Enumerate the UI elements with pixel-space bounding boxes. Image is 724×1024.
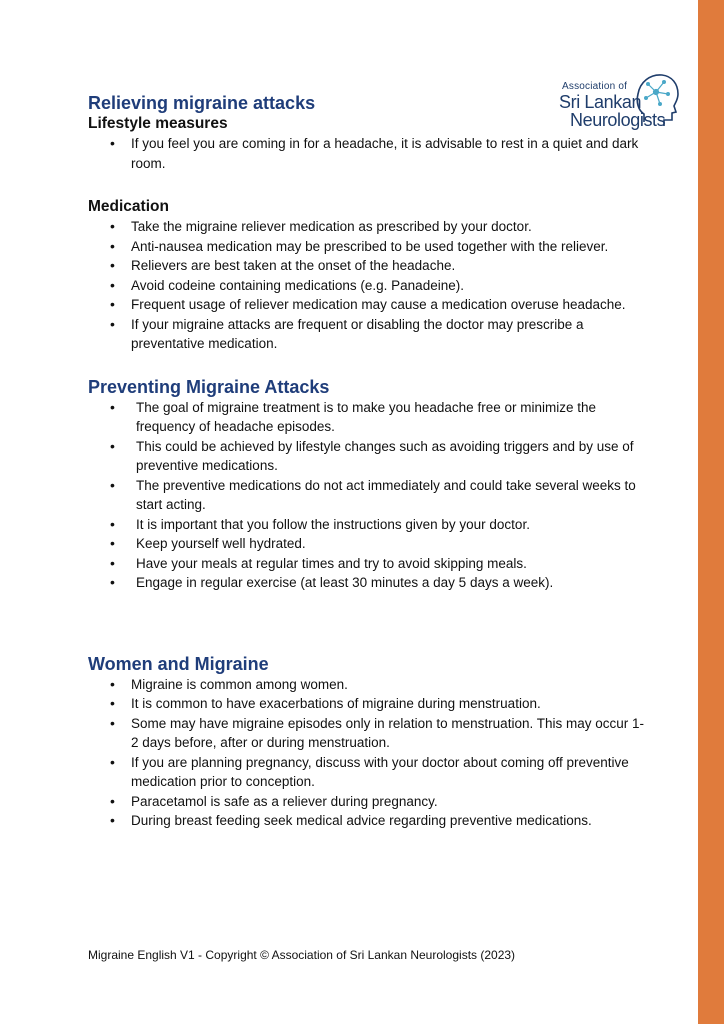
list-item: • This could be achieved by lifestyle changes such as avoiding triggers and by use of preventive medications. xyxy=(88,437,648,476)
list-item: • Avoid codeine containing medications (e.g. Panadeine). xyxy=(88,276,648,296)
orange-side-bar xyxy=(698,0,724,1024)
document-body xyxy=(88,92,648,831)
logo-line-1: Association of xyxy=(562,81,628,92)
list-item: • Some may have migraine episodes only in relation to menstruation. This may occur 1-2 days before, after or during menstruation. xyxy=(88,714,648,753)
list-item: • The preventive medications do not act immediately and could take several weeks to start acting. xyxy=(88,476,648,515)
subheading-lifestyle: Lifestyle measures xyxy=(88,115,228,132)
list-item: • During breast feeding seek medical advice regarding preventive medications. xyxy=(88,811,648,831)
section-title-relieving: Relieving migraine attacks xyxy=(88,93,316,113)
preventing-list xyxy=(88,398,648,593)
section-title-preventing: Preventing Migraine Attacks xyxy=(88,376,330,397)
section-title-women: Women and Migraine xyxy=(88,653,269,674)
list-item: • Paracetamol is safe as a reliever during pregnancy. xyxy=(88,792,648,812)
logo-line-3: Neurologists xyxy=(570,110,666,130)
list-item: • Anti-nausea medication may be prescribed to be used together with the reliever. xyxy=(88,237,648,257)
women-list xyxy=(88,675,648,831)
list-item: • Frequent usage of reliever medication may cause a medication overuse headache. xyxy=(88,295,648,315)
list-item: • Have your meals at regular times and try to avoid skipping meals. xyxy=(88,554,648,574)
list-item: • It is important that you follow the instructions given by your doctor. xyxy=(88,515,648,535)
list-item: • Engage in regular exercise (at least 30 minutes a day 5 days a week). xyxy=(88,573,648,593)
footer-copyright: Migraine English V1 - Copyright © Association of Sri Lankan Neurologists (2023) xyxy=(88,948,516,962)
list-item: • Relievers are best taken at the onset of the headache. xyxy=(88,256,648,276)
list-item: • The goal of migraine treatment is to make you headache free or minimize the frequency of headache episodes. xyxy=(88,398,648,437)
list-item: • It is common to have exacerbations of migraine during menstruation. xyxy=(88,694,648,714)
list-item: • If your migraine attacks are frequent or disabling the doctor may prescribe a preventative medication. xyxy=(88,315,648,354)
subheading-medication: Medication xyxy=(88,198,169,215)
list-item: • If you are planning pregnancy, discuss with your doctor about coming off preventive medication prior to conception. xyxy=(88,753,648,792)
list-item: • If you feel you are coming in for a headache, it is advisable to rest in a quiet and dark room. xyxy=(88,134,648,173)
logo-line-2: Sri Lankan xyxy=(559,92,642,112)
list-item: • Keep yourself well hydrated. xyxy=(88,534,648,554)
list-item: • Migraine is common among women. xyxy=(88,675,648,695)
medication-list xyxy=(88,217,648,354)
list-item: • Take the migraine reliever medication as prescribed by your doctor. xyxy=(88,217,648,237)
lifestyle-list xyxy=(88,134,648,173)
